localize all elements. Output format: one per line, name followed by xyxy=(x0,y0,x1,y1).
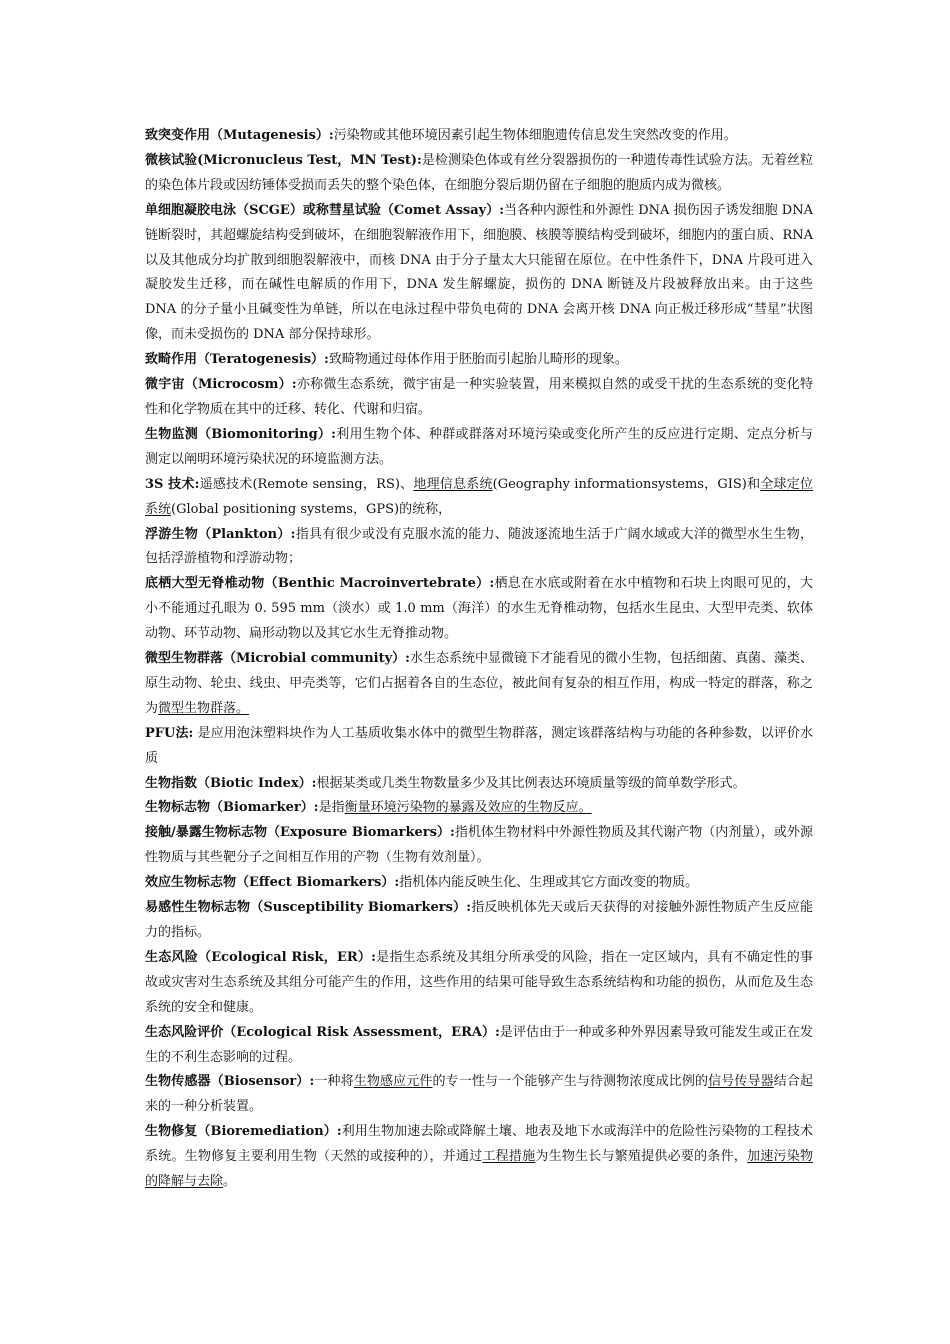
term-biomarker: 生物标志物（Biomarker）: xyxy=(145,800,319,816)
term-ecological-risk-assessment: 生态风险评价（Ecological Risk Assessment，ERA）: xyxy=(145,1024,500,1040)
definition: 亦称微生态系统，微宇宙是一种实验装置，用来模拟自然的或受干扰的生态系统的变化特性和化学物质在其中的迁移、转化、代谢和归宿。 xyxy=(145,377,813,417)
term-susceptibility-biomarkers: 易感性生物标志物（Susceptibility Biomarkers）: xyxy=(145,900,472,916)
entry-3s-technology xyxy=(145,473,813,523)
term-ecological-risk: 生态风险（Ecological Risk，ER）: xyxy=(145,949,376,965)
term-micronucleus-test: 微核试验(Micronucleus Test，MN Test): xyxy=(145,152,422,168)
definition: 指机体生物材料中外源性物质及其代谢产物（内剂量），或外源性物质与其些靶分子之间相互作用的产物（生物有效剂量）。 xyxy=(145,825,813,866)
link-biomarker-definition[interactable]: 衡量环境污染物的暴露及效应的生物反应。 xyxy=(344,800,592,816)
term-biomonitoring: 生物监测（Biomonitoring）: xyxy=(145,426,336,442)
definition: 指反映机体先天或后天获得的对接触外源性物质产生反应能力的指标。 xyxy=(145,900,813,940)
entry-effect-biomarkers xyxy=(145,871,813,896)
entry-susceptibility-biomarkers xyxy=(145,896,813,946)
link-microbial-community[interactable]: 微型生物群落。 xyxy=(158,700,250,716)
definition: 。 xyxy=(223,1174,237,1190)
link-pollutant-degradation[interactable]: 加速污染物的降解与去除 xyxy=(145,1149,813,1190)
definition: 指具有很少或没有克服水流的能力、随波逐流地生活于广阔水域或大洋的微型水生生物，包括浮游植物和浮游动物； xyxy=(145,526,813,567)
entry-biotic-index xyxy=(145,772,813,797)
definition: (Global positioning systems，GPS)的统称， xyxy=(171,501,452,517)
entry-comet-assay xyxy=(145,199,813,348)
entry-ecological-risk xyxy=(145,946,813,1021)
definition: (Geography informationsystems，GIS)和 xyxy=(492,476,761,492)
link-engineering-measures[interactable]: 工程措施 xyxy=(482,1149,536,1165)
definition: 一种将 xyxy=(314,1074,354,1090)
definition: 水生态系统中显微镜下才能看见的微小生物，包括细菌、真菌、藻类、原生动物、轮虫、线虫、甲壳类等，它们占据着各自的生态位，被此间有复杂的相互作用，构成一特定的群落，称之为 xyxy=(145,651,813,716)
entry-pfu-method xyxy=(145,722,813,772)
entry-plankton xyxy=(145,523,813,573)
definition: 是指生态系统及其组分所承受的风险，指在一定区域内，具有不确定性的事故或灾害对生态系统及其组分可能产生的作用，这些作用的结果可能导致生态系统结构和功能的损伤，从而危及生态系统的安全和健康。 xyxy=(145,949,813,1015)
link-gis[interactable]: 地理信息系统 xyxy=(413,476,493,492)
definition: 利用生物加速去除或降解土壤、地表及地下水或海洋中的危险性污染物的工程技术系统。生物修复主要利用生物（天然的或接种的），并通过 xyxy=(145,1124,813,1165)
entry-teratogenesis xyxy=(145,348,813,373)
term-exposure-biomarkers: 接触/暴露生物标志物（Exposure Biomarkers）: xyxy=(145,825,455,841)
term-biosensor: 生物传感器（Biosensor）: xyxy=(145,1074,315,1090)
term-pfu-method: PFU法: xyxy=(145,725,194,741)
term-effect-biomarkers: 效应生物标志物（Effect Biomarkers）: xyxy=(145,875,400,891)
term-bioremediation: 生物修复（Bioremediation）: xyxy=(145,1124,342,1140)
entry-benthic-macroinvertebrate xyxy=(145,572,813,647)
document-page xyxy=(145,124,813,1195)
definition: 是应用泡沫塑料块作为人工基质收集水体中的微型生物群落，测定该群落结构与功能的各种参数，以评价水质 xyxy=(145,725,813,766)
term-microcosm: 微宇宙（Microcosm）: xyxy=(145,377,297,393)
entry-bioremediation xyxy=(145,1120,813,1195)
entry-ecological-risk-assessment xyxy=(145,1021,813,1071)
entry-biosensor xyxy=(145,1070,813,1120)
definition: 的专一性与一个能够产生与待测物浓度成比例的 xyxy=(432,1074,709,1090)
entry-microbial-community xyxy=(145,647,813,722)
entry-microcosm xyxy=(145,373,813,423)
entry-micronucleus-test xyxy=(145,149,813,199)
entry-mutagenesis xyxy=(145,124,813,149)
entry-biomonitoring xyxy=(145,423,813,473)
definition: 是检测染色体或有丝分裂器损伤的一种遗传毒性试验方法。无着丝粒的染色体片段或因纺锤体受损而丢失的整个染色体，在细胞分裂后期仍留在子细胞的胞质内成为微核。 xyxy=(145,152,813,193)
definition: 遥感技术(Remote sensing，RS)、 xyxy=(199,476,414,492)
term-benthic-macroinvertebrate: 底栖大型无脊椎动物（Benthic Macroinvertebrate）: xyxy=(145,576,495,592)
term-3s-technology: 3S 技术: xyxy=(145,476,200,492)
link-signal-transducer[interactable]: 信号传导器 xyxy=(708,1074,774,1090)
definition: 是评估由于一种或多种外界因素导致可能发生或正在发生的不利生态影响的过程。 xyxy=(145,1024,813,1065)
entry-exposure-biomarkers xyxy=(145,821,813,871)
term-biotic-index: 生物指数（Biotic Index）: xyxy=(145,775,317,791)
term-comet-assay: 单细胞凝胶电泳（SCGE）或称彗星试验（Comet Assay）: xyxy=(145,202,505,218)
definition: 为生物生长与繁殖提供必要的条件， xyxy=(535,1149,748,1165)
definition: 利用生物个体、种群或群落对环境污染或变化所产生的反应进行定期、定点分析与测定以阐明环境污染状况的环境监测方法。 xyxy=(145,426,813,467)
definition: 结合起来的一种分析装置。 xyxy=(145,1074,813,1115)
link-gps[interactable]: 全球定位系统 xyxy=(145,476,813,517)
entry-biomarker xyxy=(145,796,813,821)
term-plankton: 浮游生物（Plankton）: xyxy=(145,526,296,542)
definition: 是指 xyxy=(318,800,345,816)
definition: 根据某类或几类生物数量多少及其比例表达环境质量等级的简单数学形式。 xyxy=(316,775,746,791)
definition: 当各种内源性和外源性 DNA 损伤因子诱发细胞 DNA 链断裂时，其超螺旋结构受到破坏，在细胞裂解液作用下，细胞膜、核膜等膜结构受到破坏，细胞内的蛋白质、RNA 以及其他成分均扩散到细胞裂解液中，而核 DNA 由于分子量太大只能留在原位。在中性条件下，DNA 片段可进入凝胶发生迁移，而在碱性电解质的作用下，DNA 发生解螺旋，损伤的 DNA 断链及片段被释放出来。由于这些 DNA 的分子量小且碱变性为单链，所以在电泳过程中带负电荷的 DNA 会离开核 DNA 向正极迁移形成“彗星”状图像，而未受损伤的 DNA 部分保持球形。 xyxy=(145,202,813,343)
definition: 致畸物通过母体作用于胚胎而引起胎儿畸形的现象。 xyxy=(328,352,628,368)
term-microbial-community: 微型生物群落（Microbial community）: xyxy=(145,651,410,667)
term-teratogenesis: 致畸作用（Teratogenesis）: xyxy=(145,352,329,368)
definition: 污染物或其他环境因素引起生物体细胞遗传信息发生突然改变的作用。 xyxy=(333,128,737,143)
definition: 栖息在水底或附着在水中植物和石块上肉眼可见的，大小不能通过孔眼为 0. 595 mm（淡水）或 1.0 mm（海洋）的水生无脊椎动物，包括水生昆虫、大型甲壳类、软体动物、环节动物、扁形动物以及其它水生无脊推动物。 xyxy=(145,576,813,642)
definition: 指机体内能反映生化、生理或其它方面改变的物质。 xyxy=(399,875,699,891)
link-bio-sensing-element[interactable]: 生物感应元件 xyxy=(353,1074,433,1090)
term-mutagenesis: 致突变作用（Mutagenesis）: xyxy=(145,128,334,143)
